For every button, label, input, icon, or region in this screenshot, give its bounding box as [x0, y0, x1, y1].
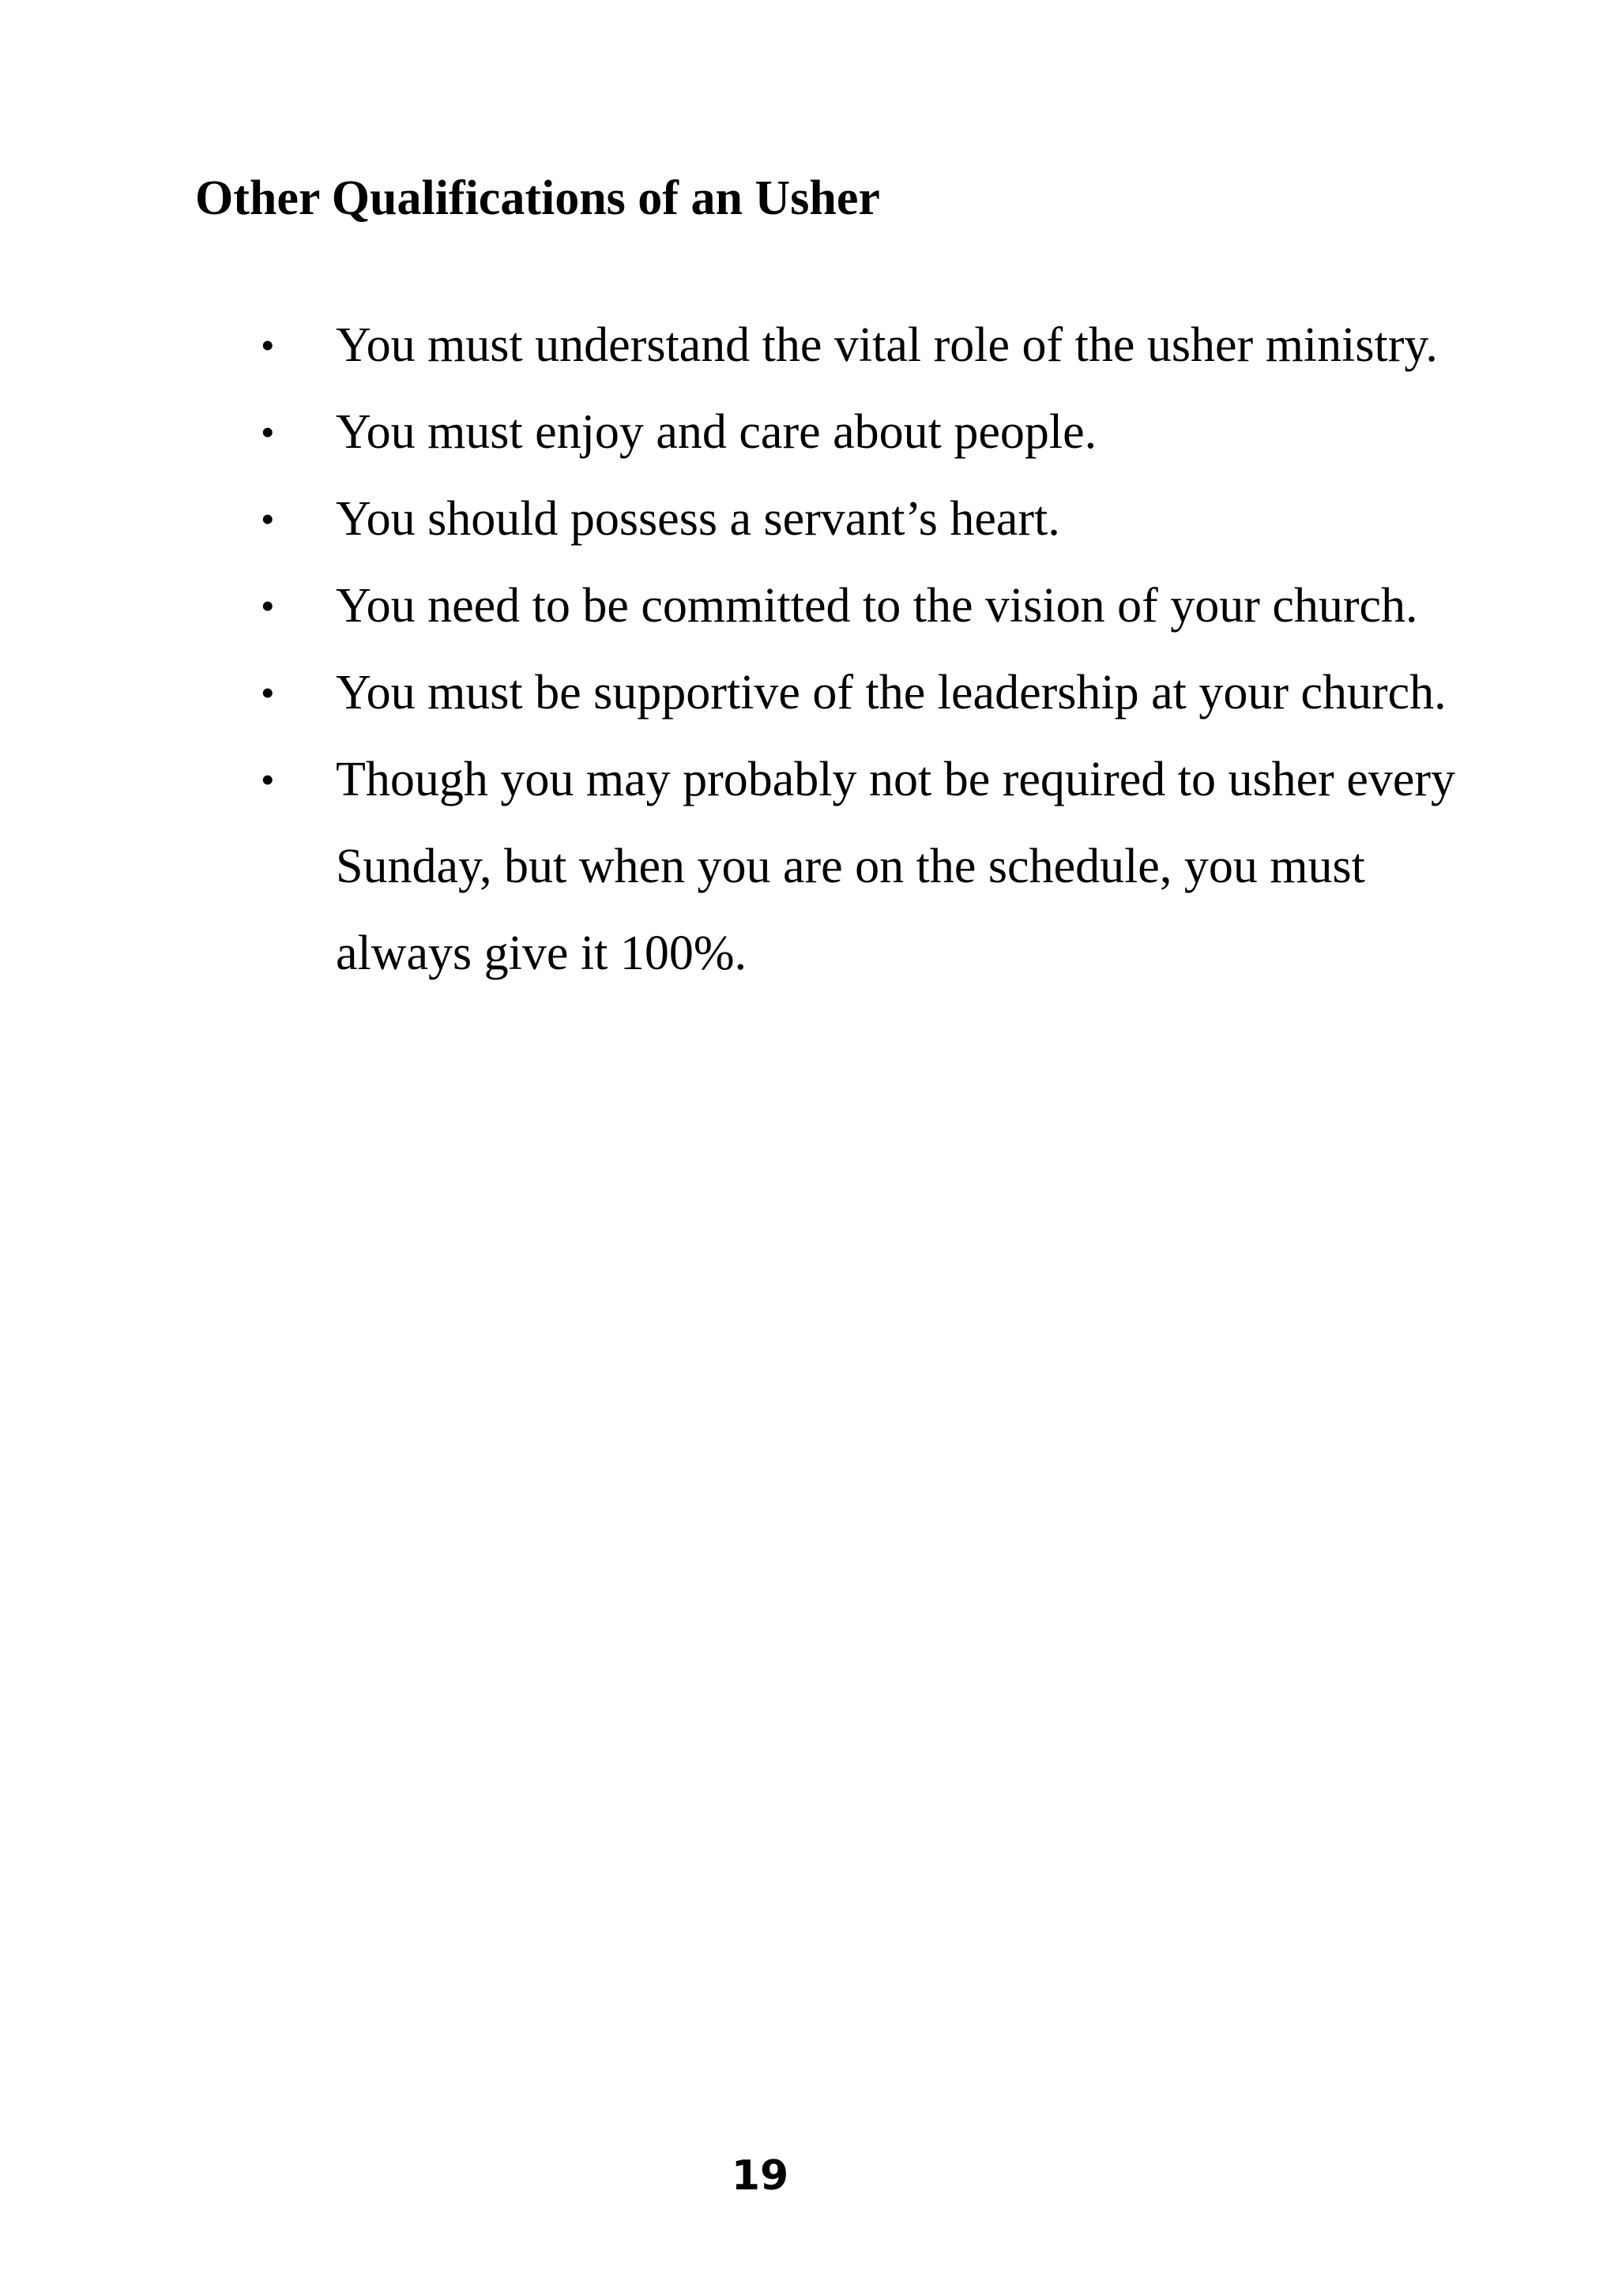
list-item-text: You must be supportive of the leadership at your church. [336, 666, 1447, 720]
list-item [0, 736, 1618, 997]
bullet-icon: • [261, 410, 275, 454]
list-item-text: You must enjoy and care about people. [336, 405, 1097, 459]
list-item [0, 389, 1618, 475]
bullet-icon: • [261, 323, 275, 367]
list-item [0, 475, 1618, 562]
bullet-icon: • [261, 497, 275, 541]
list-item [0, 302, 1618, 389]
list-item [0, 649, 1618, 736]
bullet-icon: • [261, 584, 275, 628]
bullet-icon: • [261, 671, 275, 715]
list-item [0, 562, 1618, 649]
bullet-icon: • [261, 757, 275, 802]
page-number: 19 [731, 2152, 789, 2200]
list-item-text: You need to be committed to the vision of your church. [336, 579, 1418, 633]
list-item-text: You should possess a servant’s heart. [336, 492, 1060, 546]
list-item-text: You must understand the vital role of the usher ministry. [336, 318, 1438, 372]
list-item-text: Though you may probably not be required to usher every Sunday, but when you are on the schedule, you must always give it 100%. [336, 753, 1456, 980]
section-heading: Other Qualifications of an Usher [195, 171, 880, 225]
qualifications-list [0, 302, 1618, 997]
